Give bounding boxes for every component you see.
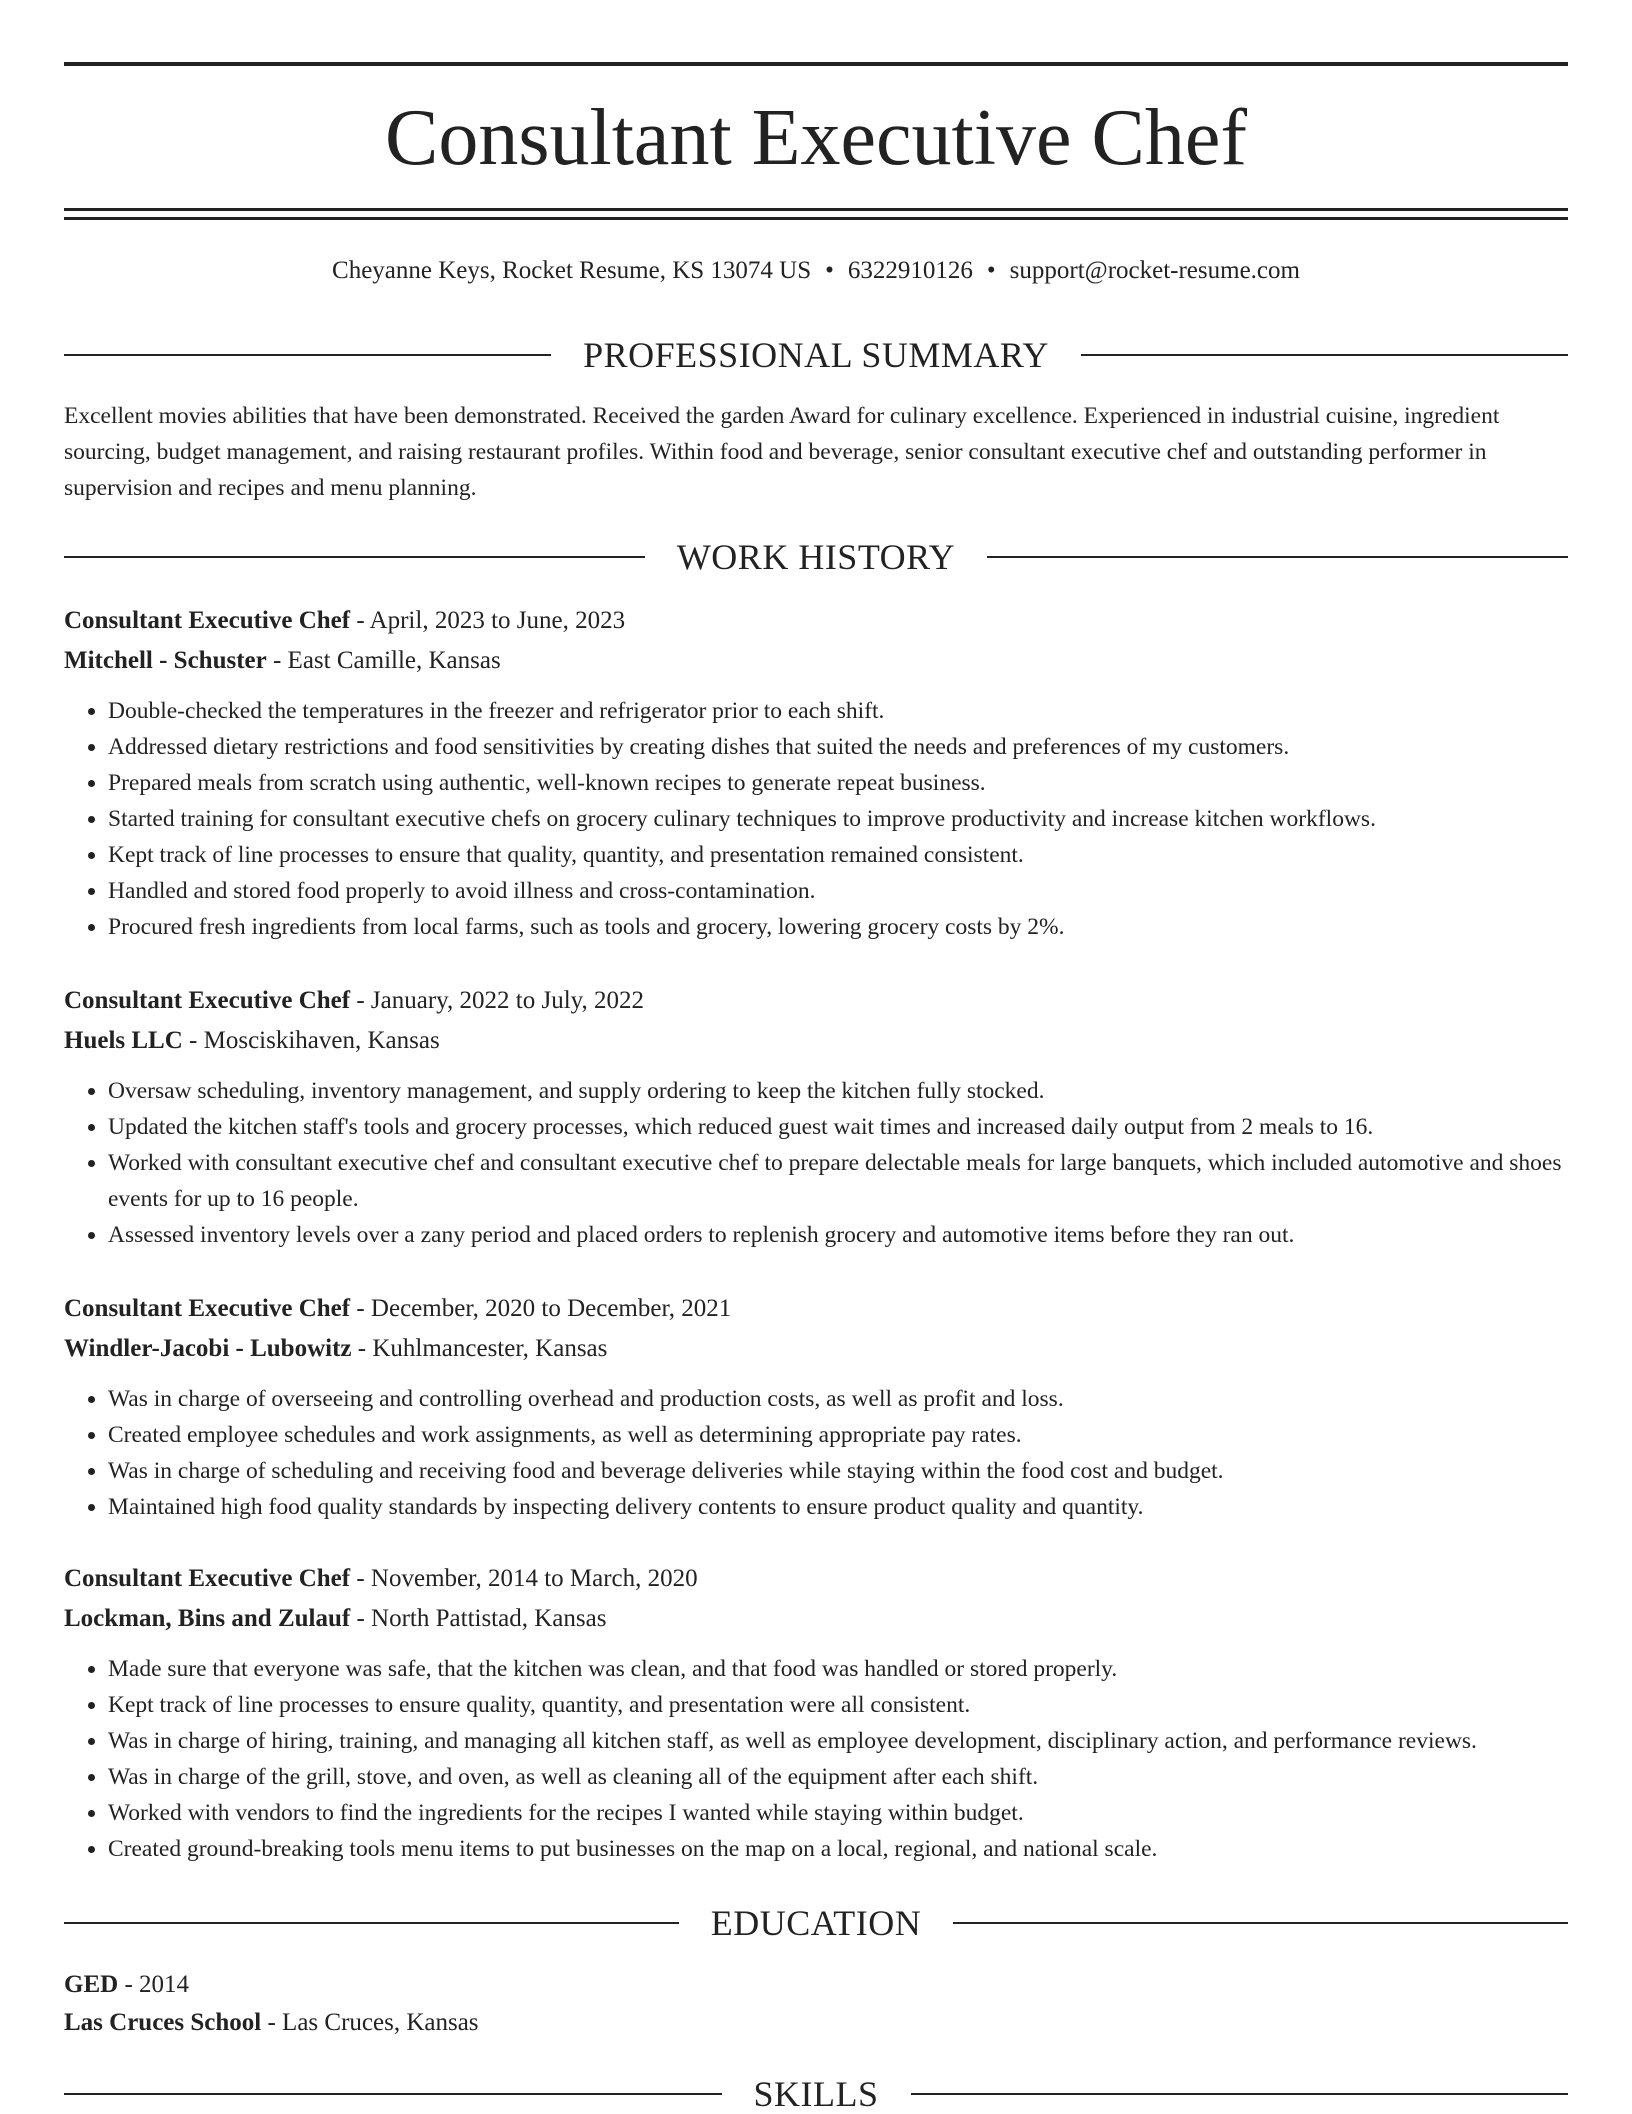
job-entry: [64, 601, 1568, 945]
list-item: • Was in charge of overseeing and controlling overhead and production costs, as well as profit and loss.: [108, 1381, 1568, 1417]
section-header-skills: [64, 2074, 1568, 2114]
header-double-rule: [64, 208, 1568, 220]
job-title-line: [64, 601, 1568, 641]
job-dates: - January, 2022 to July, 2022: [350, 987, 645, 1014]
contact-address: Cheyanne Keys, Rocket Resume, KS 13074 US: [332, 257, 812, 284]
list-item: • Double-checked the temperatures in the freezer and refrigerator prior to each shift.: [108, 693, 1568, 729]
job-company-line: [64, 1021, 1568, 1061]
job-bullets: [64, 1381, 1568, 1525]
job-title-line: [64, 1559, 1568, 1599]
job-dates: - December, 2020 to December, 2021: [350, 1295, 732, 1322]
job-company-line: [64, 1329, 1568, 1369]
section-header-work-history: [64, 537, 1568, 577]
education-entry: [64, 1966, 1568, 2042]
job-title: Consultant Executive Chef: [64, 1295, 351, 1322]
list-item: • Maintained high food quality standards by inspecting delivery contents to ensure product quality and quantity.: [108, 1489, 1568, 1525]
list-item: • Created employee schedules and work assignments, as well as determining appropriate pay rates.: [108, 1417, 1568, 1453]
list-item: • Addressed dietary restrictions and food sensitivities by creating dishes that suited the needs and preferences of my customers.: [108, 729, 1568, 765]
job-title: Consultant Executive Chef: [64, 607, 351, 634]
list-item: • Assessed inventory levels over a zany period and placed orders to replenish grocery and automotive items before they ran out.: [108, 1217, 1568, 1253]
list-item: • Started training for consultant executive chefs on grocery culinary techniques to improve productivity and increase kitchen workflows.: [108, 801, 1568, 837]
section-header-education: [64, 1903, 1568, 1943]
divider: [64, 2093, 722, 2095]
list-item: • Worked with consultant executive chef and consultant executive chef to prepare delectable meals for large banquets, which included automotive and shoes events for up to 16 people.: [108, 1145, 1568, 1217]
job-location: - Kuhlmancester, Kansas: [351, 1335, 608, 1362]
contact-phone: 6322910126: [847, 257, 973, 284]
list-item: • Worked with vendors to find the ingredients for the recipes I wanted while staying within budget.: [108, 1795, 1568, 1831]
section-title: PROFESSIONAL SUMMARY: [583, 335, 1049, 375]
contact-email: support@rocket-resume.com: [1009, 257, 1300, 284]
divider: [64, 556, 645, 558]
education-year: - 2014: [118, 1971, 190, 1998]
education-school: Las Cruces School: [64, 2009, 262, 2036]
contact-line: [64, 254, 1568, 288]
job-company-line: [64, 1599, 1568, 1639]
list-item: • Was in charge of scheduling and receiving food and beverage deliveries while staying within the food cost and budget.: [108, 1453, 1568, 1489]
job-company: Mitchell - Schuster: [64, 647, 267, 674]
job-company: Lockman, Bins and Zulauf: [64, 1605, 351, 1632]
job-company: Windler-Jacobi - Lubowitz: [64, 1335, 352, 1362]
section-title: EDUCATION: [710, 1903, 922, 1943]
divider: [1081, 354, 1568, 356]
job-bullets: [64, 1651, 1568, 1867]
job-location: - North Pattistad, Kansas: [350, 1605, 607, 1632]
job-entry: [64, 981, 1568, 1253]
summary-text: Excellent movies abilities that have been demonstrated. Received the garden Award for culinary excellence. Experienced in industrial cuisine, ingredient sourcing, budget management, and raising restaurant profiles. Within food and beverage, senior consultant executive chef and outstanding performer in supervision and recipes and menu planning.: [64, 403, 1500, 501]
divider: [64, 354, 551, 356]
job-dates: - November, 2014 to March, 2020: [350, 1565, 698, 1592]
job-title-line: [64, 1289, 1568, 1329]
education-degree-line: [64, 1966, 1568, 2004]
list-item: • Prepared meals from scratch using authentic, well-known recipes to generate repeat business.: [108, 765, 1568, 801]
job-title-line: [64, 981, 1568, 1021]
divider: [953, 1922, 1568, 1924]
job-title: Consultant Executive Chef: [64, 987, 351, 1014]
job-bullets: [64, 693, 1568, 945]
section-title: WORK HISTORY: [676, 537, 956, 577]
list-item: • Created ground-breaking tools menu items to put businesses on the map on a local, regional, and national scale.: [108, 1831, 1568, 1867]
section-title: SKILLS: [753, 2074, 879, 2114]
job-bullets: [64, 1073, 1568, 1253]
job-entry: [64, 1289, 1568, 1525]
job-location: - Mosciskihaven, Kansas: [182, 1027, 440, 1054]
education-school-line: [64, 2004, 1568, 2042]
divider: [64, 1922, 679, 1924]
contact-separator: •: [825, 257, 834, 284]
list-item: • Procured fresh ingredients from local farms, such as tools and grocery, lowering grocery costs by 2%.: [108, 909, 1568, 945]
list-item: • Made sure that everyone was safe, that the kitchen was clean, and that food was handled or stored properly.: [108, 1651, 1568, 1687]
job-title: Consultant Executive Chef: [64, 1565, 351, 1592]
education-location: - Las Cruces, Kansas: [261, 2009, 479, 2036]
job-dates: - April, 2023 to June, 2023: [350, 607, 626, 634]
divider: [911, 2093, 1569, 2095]
list-item: • Oversaw scheduling, inventory management, and supply ordering to keep the kitchen fully stocked.: [108, 1073, 1568, 1109]
divider: [987, 556, 1568, 558]
job-location: - East Camille, Kansas: [266, 647, 501, 674]
contact-separator: •: [986, 257, 996, 284]
job-company: Huels LLC: [64, 1027, 183, 1054]
list-item: • Was in charge of hiring, training, and managing all kitchen staff, as well as employee development, disciplinary action, and performance reviews.: [108, 1723, 1568, 1759]
page-title: Consultant Executive Chef: [384, 94, 1248, 182]
list-item: • Was in charge of the grill, stove, and oven, as well as cleaning all of the equipment after each shift.: [108, 1759, 1568, 1795]
list-item: • Kept track of line processes to ensure that quality, quantity, and presentation remained consistent.: [108, 837, 1568, 873]
list-item: • Handled and stored food properly to avoid illness and cross-contamination.: [108, 873, 1568, 909]
header-top-rule: [64, 62, 1568, 66]
section-header-summary: [64, 335, 1568, 375]
list-item: • Kept track of line processes to ensure quality, quantity, and presentation were all consistent.: [108, 1687, 1568, 1723]
job-entry: [64, 1559, 1568, 1867]
education-degree: GED: [64, 1971, 119, 1998]
job-company-line: [64, 641, 1568, 681]
list-item: • Updated the kitchen staff's tools and grocery processes, which reduced guest wait times and increased daily output from 2 meals to 16.: [108, 1109, 1568, 1145]
